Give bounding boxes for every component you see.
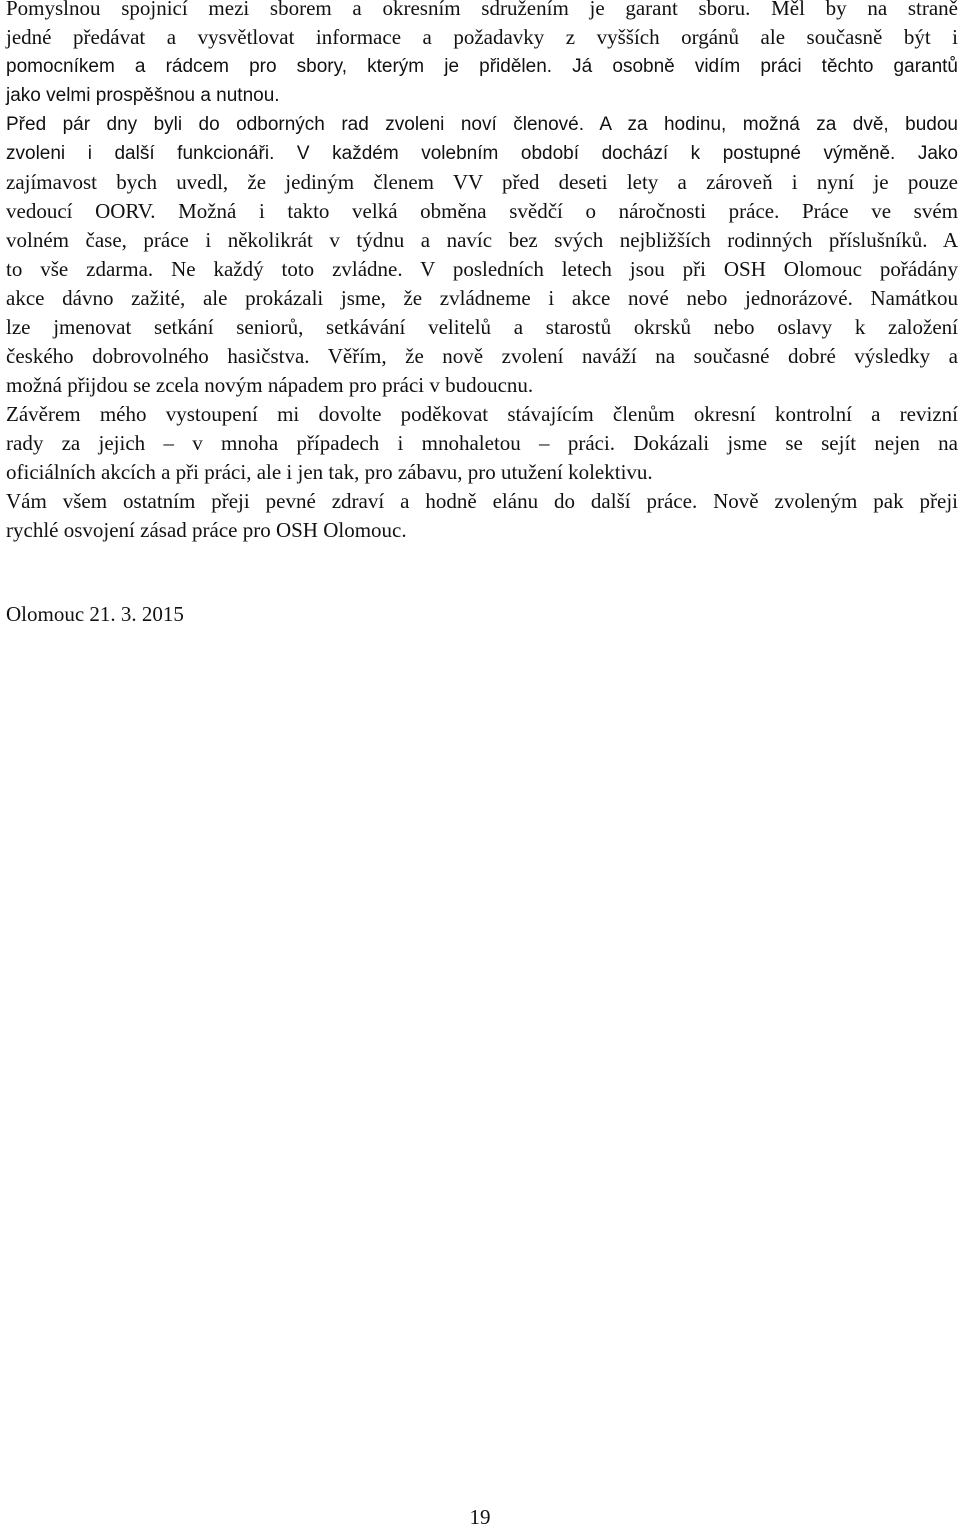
paragraph-line: volném čase, práce i několikrát v týdnu a navíc bez svých nejbližších rodinných příslušníků. A [6,228,958,252]
paragraph-line: Vám všem ostatním přeji pevné zdraví a hodně elánu do další práce. Nově zvoleným pak přeji [6,489,958,513]
page-number: 19 [469,1505,491,1529]
paragraph-line: možná přijdou se zcela novým nápadem pro práci v budoucnu. [6,373,534,397]
paragraph-line: jedné předávat a vysvětlovat informace a požadavky z vyšších orgánů ale současně být i [6,25,958,49]
paragraph-line: to vše zdarma. Ne každý toto zvládne. V posledních letech jsou při OSH Olomouc pořádány [6,257,958,281]
paragraph-line: zajímavost bych uvedl, že jediným členem VV před deseti lety a zároveň i nyní je pouze [6,170,958,194]
paragraph-line: vedoucí OORV. Možná i takto velká obměna svědčí o náročnosti práce. Práce ve svém [6,199,958,223]
paragraph-line: lze jmenovat setkání seniorů, setkávání velitelů a starostů okrsků nebo oslavy k založení [6,315,958,339]
paragraph-line: zvoleni i další funkcionáři. V každém volebním období dochází k postupné výměně. Jako [6,143,958,164]
paragraph-line: akce dávno zažité, ale prokázali jsme, že zvládneme i akce nové nebo jednorázové. Namátkou [6,286,958,310]
paragraph-line: Závěrem mého vystoupení mi dovolte poděkovat stávajícím členům okresní kontrolní a revizní [6,402,958,426]
document-body [6,0,958,545]
paragraph-line: Pomyslnou spojnicí mezi sborem a okresním sdružením je garant sboru. Měl by na straně [6,0,958,20]
paragraph-line: rady za jejich – v mnoha případech i mnohaletou – práci. Dokázali jsme se sejít nejen na [6,431,958,455]
paragraph-line: pomocníkem a rádcem pro sbory, kterým je přidělen. Já osobně vidím práci těchto garantů [6,56,958,77]
paragraph-line: rychlé osvojení zásad práce pro OSH Olomouc. [6,518,407,542]
paragraph-line: Před pár dny byli do odborných rad zvoleni noví členové. A za hodinu, možná za dvě, budou [6,114,958,135]
document-date: Olomouc 21. 3. 2015 [6,602,184,626]
paragraph-line: českého dobrovolného hasičstva. Věřím, že nově zvolení naváží na současné dobré výsledky a [6,344,958,368]
paragraph-line: oficiálních akcích a při práci, ale i jen tak, pro zábavu, pro utužení kolektivu. [6,460,653,484]
paragraph-line: jako velmi prospěšnou a nutnou. [6,85,280,106]
